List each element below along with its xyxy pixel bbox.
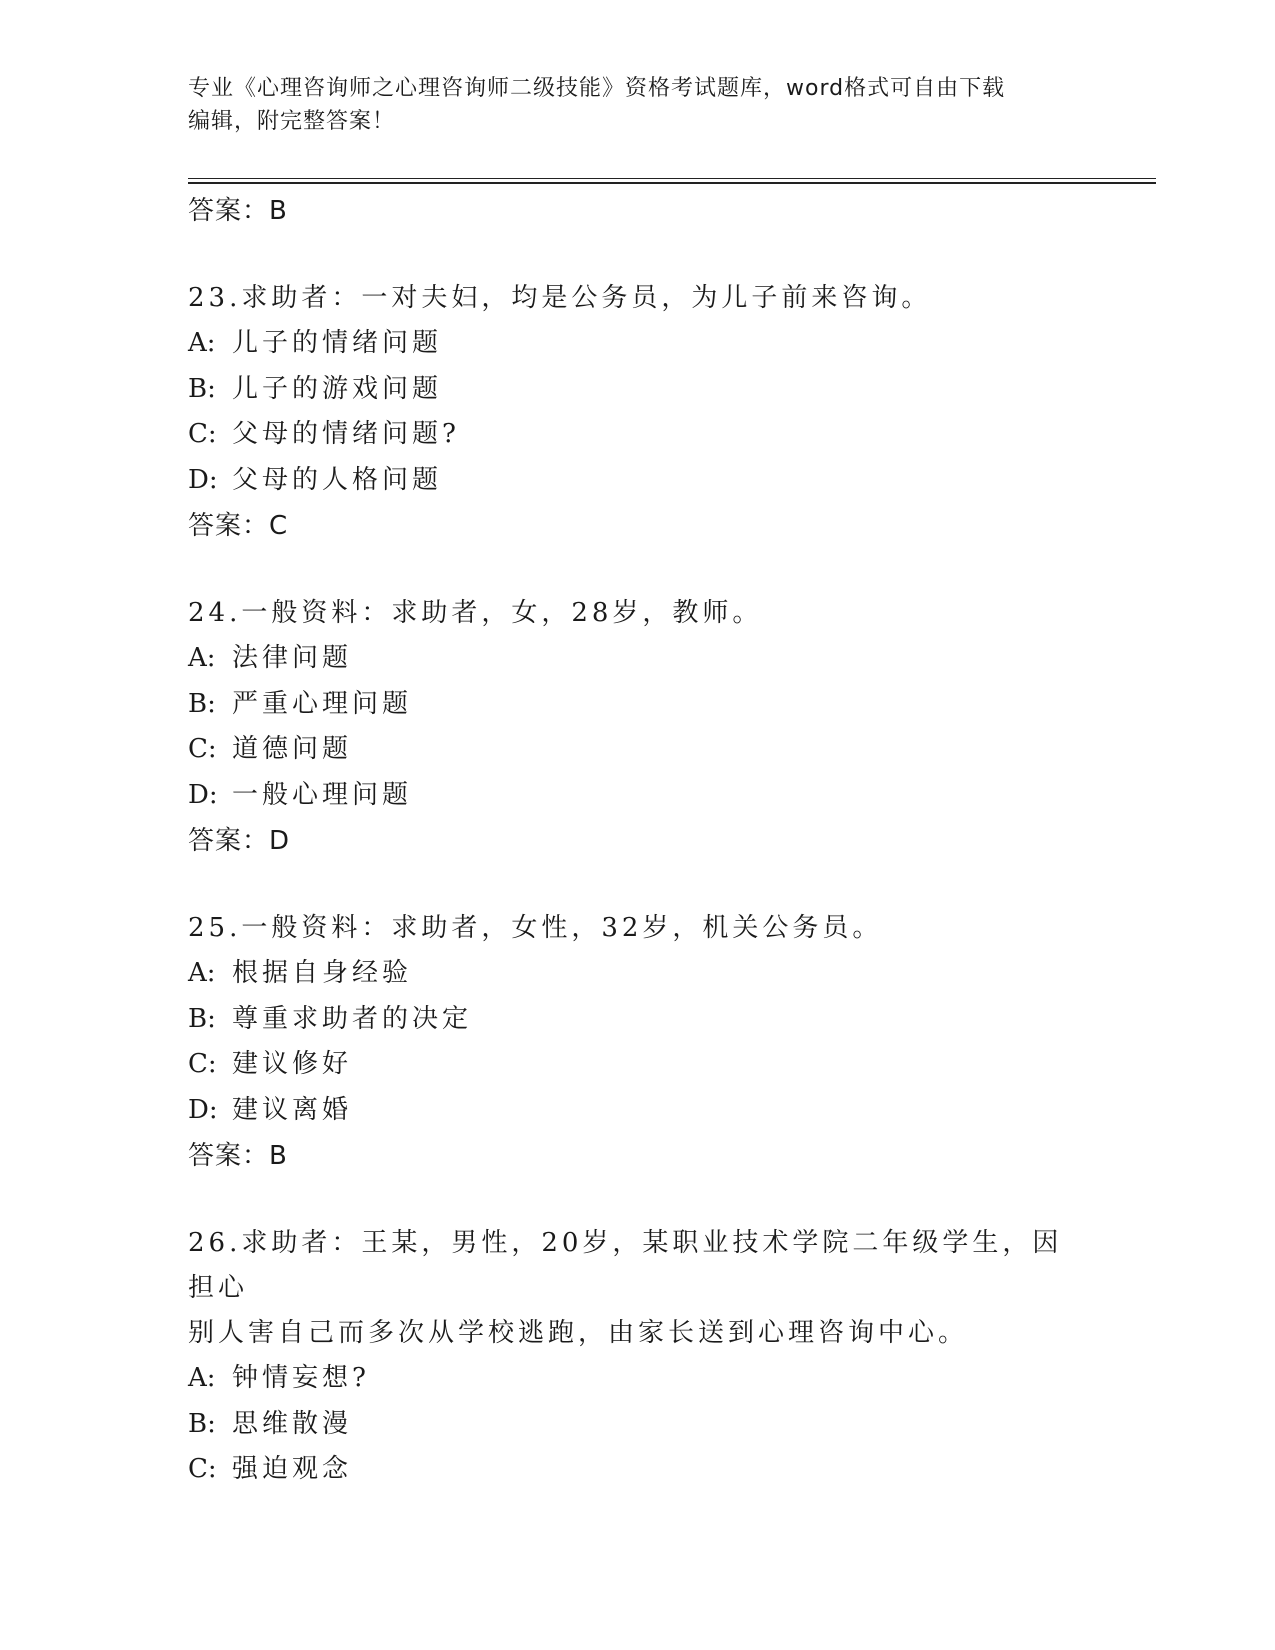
answer-line: 答案：D: [188, 826, 291, 856]
option-key: C:: [188, 734, 217, 764]
option-text: 思维散漫: [232, 1408, 353, 1439]
option-c: [188, 1042, 1088, 1088]
option-d: [188, 1088, 1088, 1134]
header-line-2: 编辑，附完整答案！: [188, 109, 396, 134]
option-text: 严重心理问题: [232, 688, 413, 719]
answer-line: 答案：B: [188, 196, 288, 226]
option-c: [188, 1447, 1088, 1493]
question-25: [188, 906, 1088, 1179]
option-text: 建议修好: [232, 1049, 353, 1079]
question-stem-line-1: 26.求助者：王某，男性，20岁，某职业技术学院二年级学生，因担心: [188, 1228, 1063, 1303]
option-d: [188, 458, 1088, 504]
option-a: [188, 1356, 1088, 1402]
option-text: 尊重求助者的决定: [232, 1003, 473, 1034]
question-stem: 24.一般资料：求助者，女，28岁，教师。: [188, 598, 763, 628]
option-key: B:: [188, 688, 216, 719]
option-text: 父母的人格问题: [232, 464, 443, 495]
question-stem: 23.求助者：一对夫妇，均是公务员，为儿子前来咨询。: [188, 283, 932, 313]
answer-line: 答案：C: [188, 511, 289, 541]
document-header: [188, 72, 1088, 138]
question-26: [188, 1221, 1088, 1493]
option-key: A:: [188, 328, 216, 358]
option-text: 儿子的游戏问题: [232, 373, 443, 404]
option-b: [188, 367, 1088, 413]
option-text: 儿子的情绪问题: [232, 328, 443, 358]
option-text: 道德问题: [232, 734, 353, 764]
option-key: D:: [188, 464, 218, 495]
option-key: D:: [188, 1094, 218, 1125]
option-b: [188, 1402, 1088, 1448]
question-stem-line-2: 别人害自己而多次从学校逃跑，由家长送到心理咨询中心。: [188, 1318, 969, 1348]
option-key: D:: [188, 779, 218, 810]
option-text: 一般心理问题: [232, 779, 413, 810]
option-c: [188, 412, 1088, 458]
option-key: A:: [188, 1363, 216, 1393]
option-key: B:: [188, 373, 216, 404]
option-key: C:: [188, 1049, 217, 1079]
option-text: 建议离婚: [232, 1094, 353, 1125]
option-key: A:: [188, 958, 216, 988]
option-text: 父母的情绪问题?: [232, 419, 460, 449]
question-24: [188, 591, 1088, 864]
option-key: A:: [188, 643, 216, 673]
option-text: 法律问题: [232, 643, 353, 673]
option-text: 强迫观念: [232, 1454, 353, 1484]
question-list: [188, 188, 1088, 1493]
option-c: [188, 727, 1088, 773]
option-key: B:: [188, 1408, 216, 1439]
option-text: 钟情妄想?: [232, 1363, 370, 1393]
option-key: C:: [188, 1454, 217, 1484]
option-a: [188, 636, 1088, 682]
option-d: [188, 773, 1088, 819]
answer-line: 答案：B: [188, 1141, 288, 1171]
option-text: 根据自身经验: [232, 958, 413, 988]
option-a: [188, 321, 1088, 367]
question-stem: 25.一般资料：求助者，女性，32岁，机关公务员。: [188, 913, 883, 943]
header-divider-thick: [188, 182, 1156, 184]
option-b: [188, 682, 1088, 728]
option-key: C:: [188, 419, 217, 449]
header-line-1: 专业《心理咨询师之心理咨询师二级技能》资格考试题库，word格式可自由下载: [188, 76, 1006, 101]
option-key: B:: [188, 1003, 216, 1034]
option-a: [188, 951, 1088, 997]
header-divider-thin: [188, 178, 1156, 179]
question-23: [188, 276, 1088, 549]
option-b: [188, 997, 1088, 1043]
